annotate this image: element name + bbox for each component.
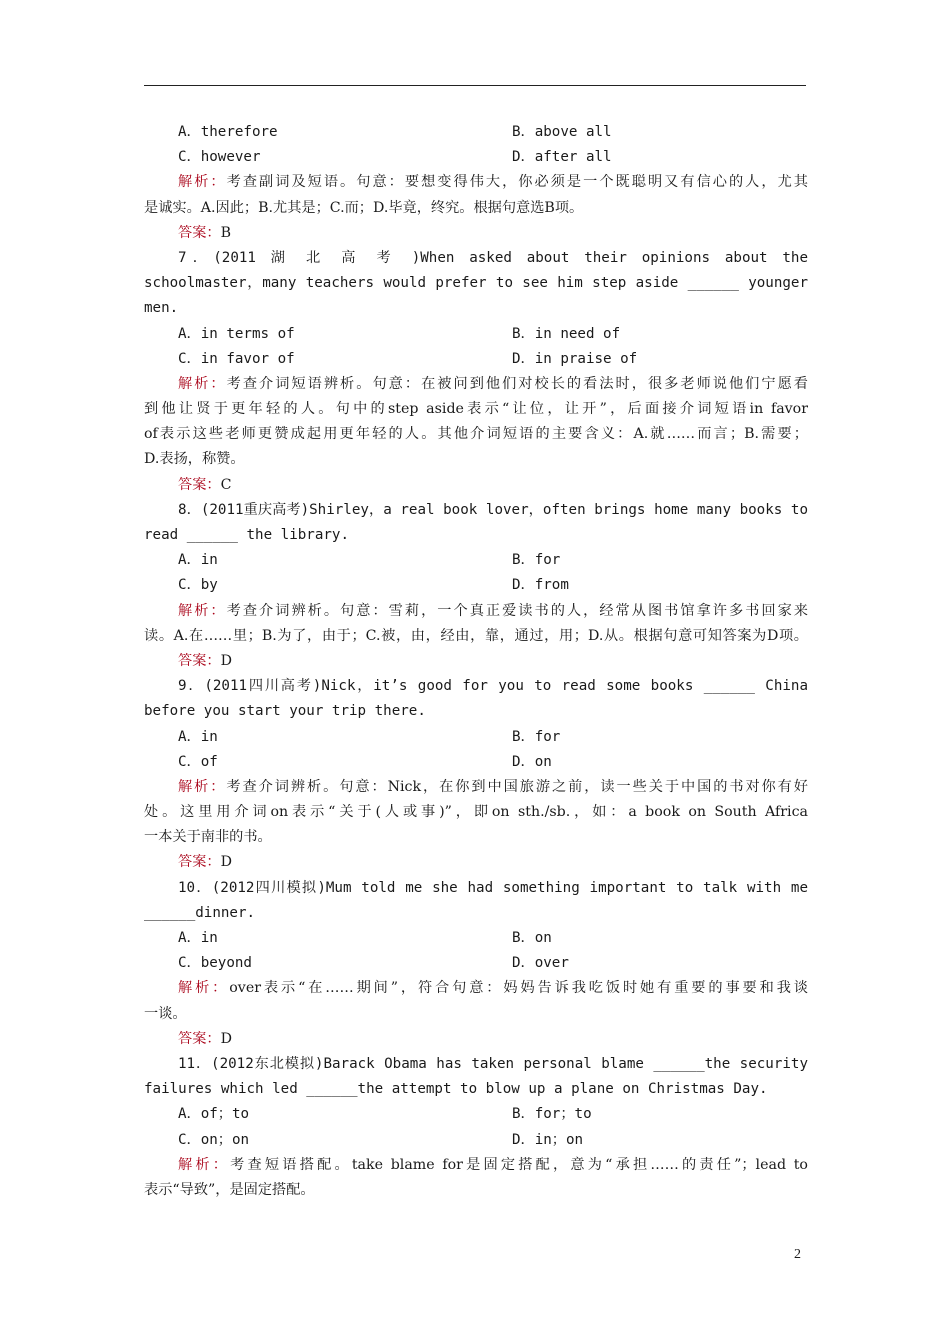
option-a: A．in — [178, 930, 218, 946]
options-row — [144, 1102, 808, 1127]
analysis-line: 表示“导致”，是固定搭配。 — [144, 1181, 315, 1198]
options-row — [144, 573, 808, 598]
question-stem: failures which led ______the attempt to blow up a plane on Christmas Day. — [144, 1081, 768, 1098]
analysis-line: 解析：考查副词及短语。句意：要想变得伟大，你必须是一个既聪明又有信心的人，尤其 — [178, 174, 808, 191]
option-d: D．in praise of — [512, 350, 638, 367]
option-c: C．of — [178, 753, 218, 770]
question-stem: 8．(2011重庆高考)Shirley，a real book lover，often brings home many books to — [178, 501, 808, 518]
question-stem: schoolmaster，many teachers would prefer to see him step aside ______ younger — [144, 275, 808, 292]
options-row — [144, 1128, 808, 1153]
answer-label: 答案： — [178, 476, 221, 493]
analysis-line: 到他让贤于更年轻的人。句中的step aside表示“让位，让开”，后面接介词短语in favor — [144, 401, 808, 418]
analysis-line: 解析：over表示“在……期间”，符合句意：妈妈告诉我吃饭时她有重要的事要和我谈 — [178, 980, 808, 997]
analysis-line: 一本关于南非的书。 — [144, 829, 272, 846]
option-b: B．for；to — [512, 1106, 592, 1123]
question-stem: read ______ the library. — [144, 527, 349, 543]
option-b: B．for — [512, 728, 561, 745]
analysis-line: 一谈。 — [144, 1005, 187, 1022]
option-c: C．on；on — [178, 1131, 250, 1148]
analysis-line: 解析：考查短语搭配。take blame for是固定搭配，意为“承担……的责任”；lead to — [178, 1156, 808, 1173]
analysis-line: 是诚实。A.因此；B.尤其是；C.而；D.毕竟，终究。根据句意选B项。 — [144, 199, 584, 216]
page-content — [144, 120, 808, 1203]
option-a: A．in — [178, 552, 218, 569]
question-stem: 10．(2012四川模拟)Mum told me she had something important to talk with me — [178, 879, 808, 896]
analysis-line: of表示这些老师更赞成起用更年轻的人。其他介词短语的主要含义：A.就……而言；B.需要； — [144, 426, 808, 443]
answer-line — [144, 1027, 808, 1052]
answer-value: D — [220, 652, 232, 669]
option-d: D．on — [512, 753, 552, 770]
answer-value: D — [220, 854, 232, 871]
analysis-label: 解析： — [178, 778, 227, 795]
analysis-line: 读。A.在……里；B.为了，由于；C.被，由，经由，靠，通过，用；D.从。根据句意可知答案为D项。 — [144, 627, 808, 644]
page-number: 2 — [794, 1247, 801, 1262]
options-row — [144, 322, 808, 347]
analysis-label: 解析： — [178, 602, 227, 619]
answer-line — [144, 649, 808, 674]
answer-line — [144, 473, 808, 498]
option-d: D．after all — [512, 149, 612, 166]
option-d: D．over — [512, 955, 569, 972]
analysis-label: 解析： — [178, 375, 227, 392]
analysis-line: 解析：考查介词短语辨析。句意：在被问到他们对校长的看法时，很多老师说他们宁愿看 — [178, 375, 808, 392]
option-b: B．on — [512, 930, 552, 946]
option-b: B．above all — [512, 124, 612, 140]
analysis-label: 解析： — [178, 174, 227, 191]
option-b: B．in need of — [512, 325, 621, 342]
options-row — [144, 750, 808, 775]
option-a: A．of；to — [178, 1106, 250, 1123]
option-a: A．therefore — [178, 124, 278, 140]
analysis-label: 解析： — [178, 980, 230, 997]
options-row — [144, 951, 808, 976]
answer-value: B — [220, 224, 232, 241]
answer-label: 答案： — [178, 652, 221, 669]
option-c: C．by — [178, 577, 218, 594]
option-c: C．in favor of — [178, 350, 295, 367]
answer-line — [144, 850, 808, 875]
options-row — [144, 347, 808, 372]
answer-value: C — [220, 476, 232, 493]
option-c: C．beyond — [178, 955, 252, 972]
answer-line — [144, 221, 808, 246]
question-stem: ______dinner. — [144, 904, 256, 921]
analysis-line: D.表扬，称赞。 — [144, 451, 245, 468]
options-row — [144, 145, 808, 170]
options-row — [144, 725, 808, 750]
header-rule — [144, 85, 806, 86]
option-d: D．from — [512, 577, 569, 594]
analysis-line: 处。这里用介词on表示“关于(人或事)”，即on sth./sb.，如：a book on South Africa — [144, 804, 808, 821]
question-stem: 9．(2011四川高考)Nick，it’s good for you to read some books ______ China — [178, 678, 808, 695]
analysis-line: 解析：考查介词辨析。句意：Nick，在你到中国旅游之前，读一些关于中国的书对你有好 — [178, 778, 808, 795]
option-d: D．in；on — [512, 1131, 584, 1148]
option-b: B．for — [512, 552, 561, 569]
answer-label: 答案： — [178, 854, 221, 871]
question-stem: 11．(2012东北模拟)Barack Obama has taken personal blame ______the security — [178, 1055, 808, 1072]
answer-value: D — [220, 1030, 232, 1047]
options-row — [144, 120, 808, 145]
answer-label: 答案： — [178, 224, 221, 241]
question-stem: men. — [144, 300, 179, 317]
question-stem: before you start your trip there. — [144, 703, 426, 720]
analysis-label: 解析： — [178, 1156, 231, 1173]
analysis-line: 解析：考查介词辨析。句意：雪莉，一个真正爱读书的人，经常从图书馆拿许多书回家来 — [178, 602, 808, 619]
option-a: A．in terms of — [178, 325, 295, 342]
question-stem: 7．(2011 湖 北 高 考 )When asked about their opinions about the — [178, 249, 808, 266]
option-a: A．in — [178, 728, 218, 745]
options-row — [144, 548, 808, 573]
options-row — [144, 926, 808, 951]
option-c: C．however — [178, 149, 261, 166]
answer-label: 答案： — [178, 1030, 221, 1047]
